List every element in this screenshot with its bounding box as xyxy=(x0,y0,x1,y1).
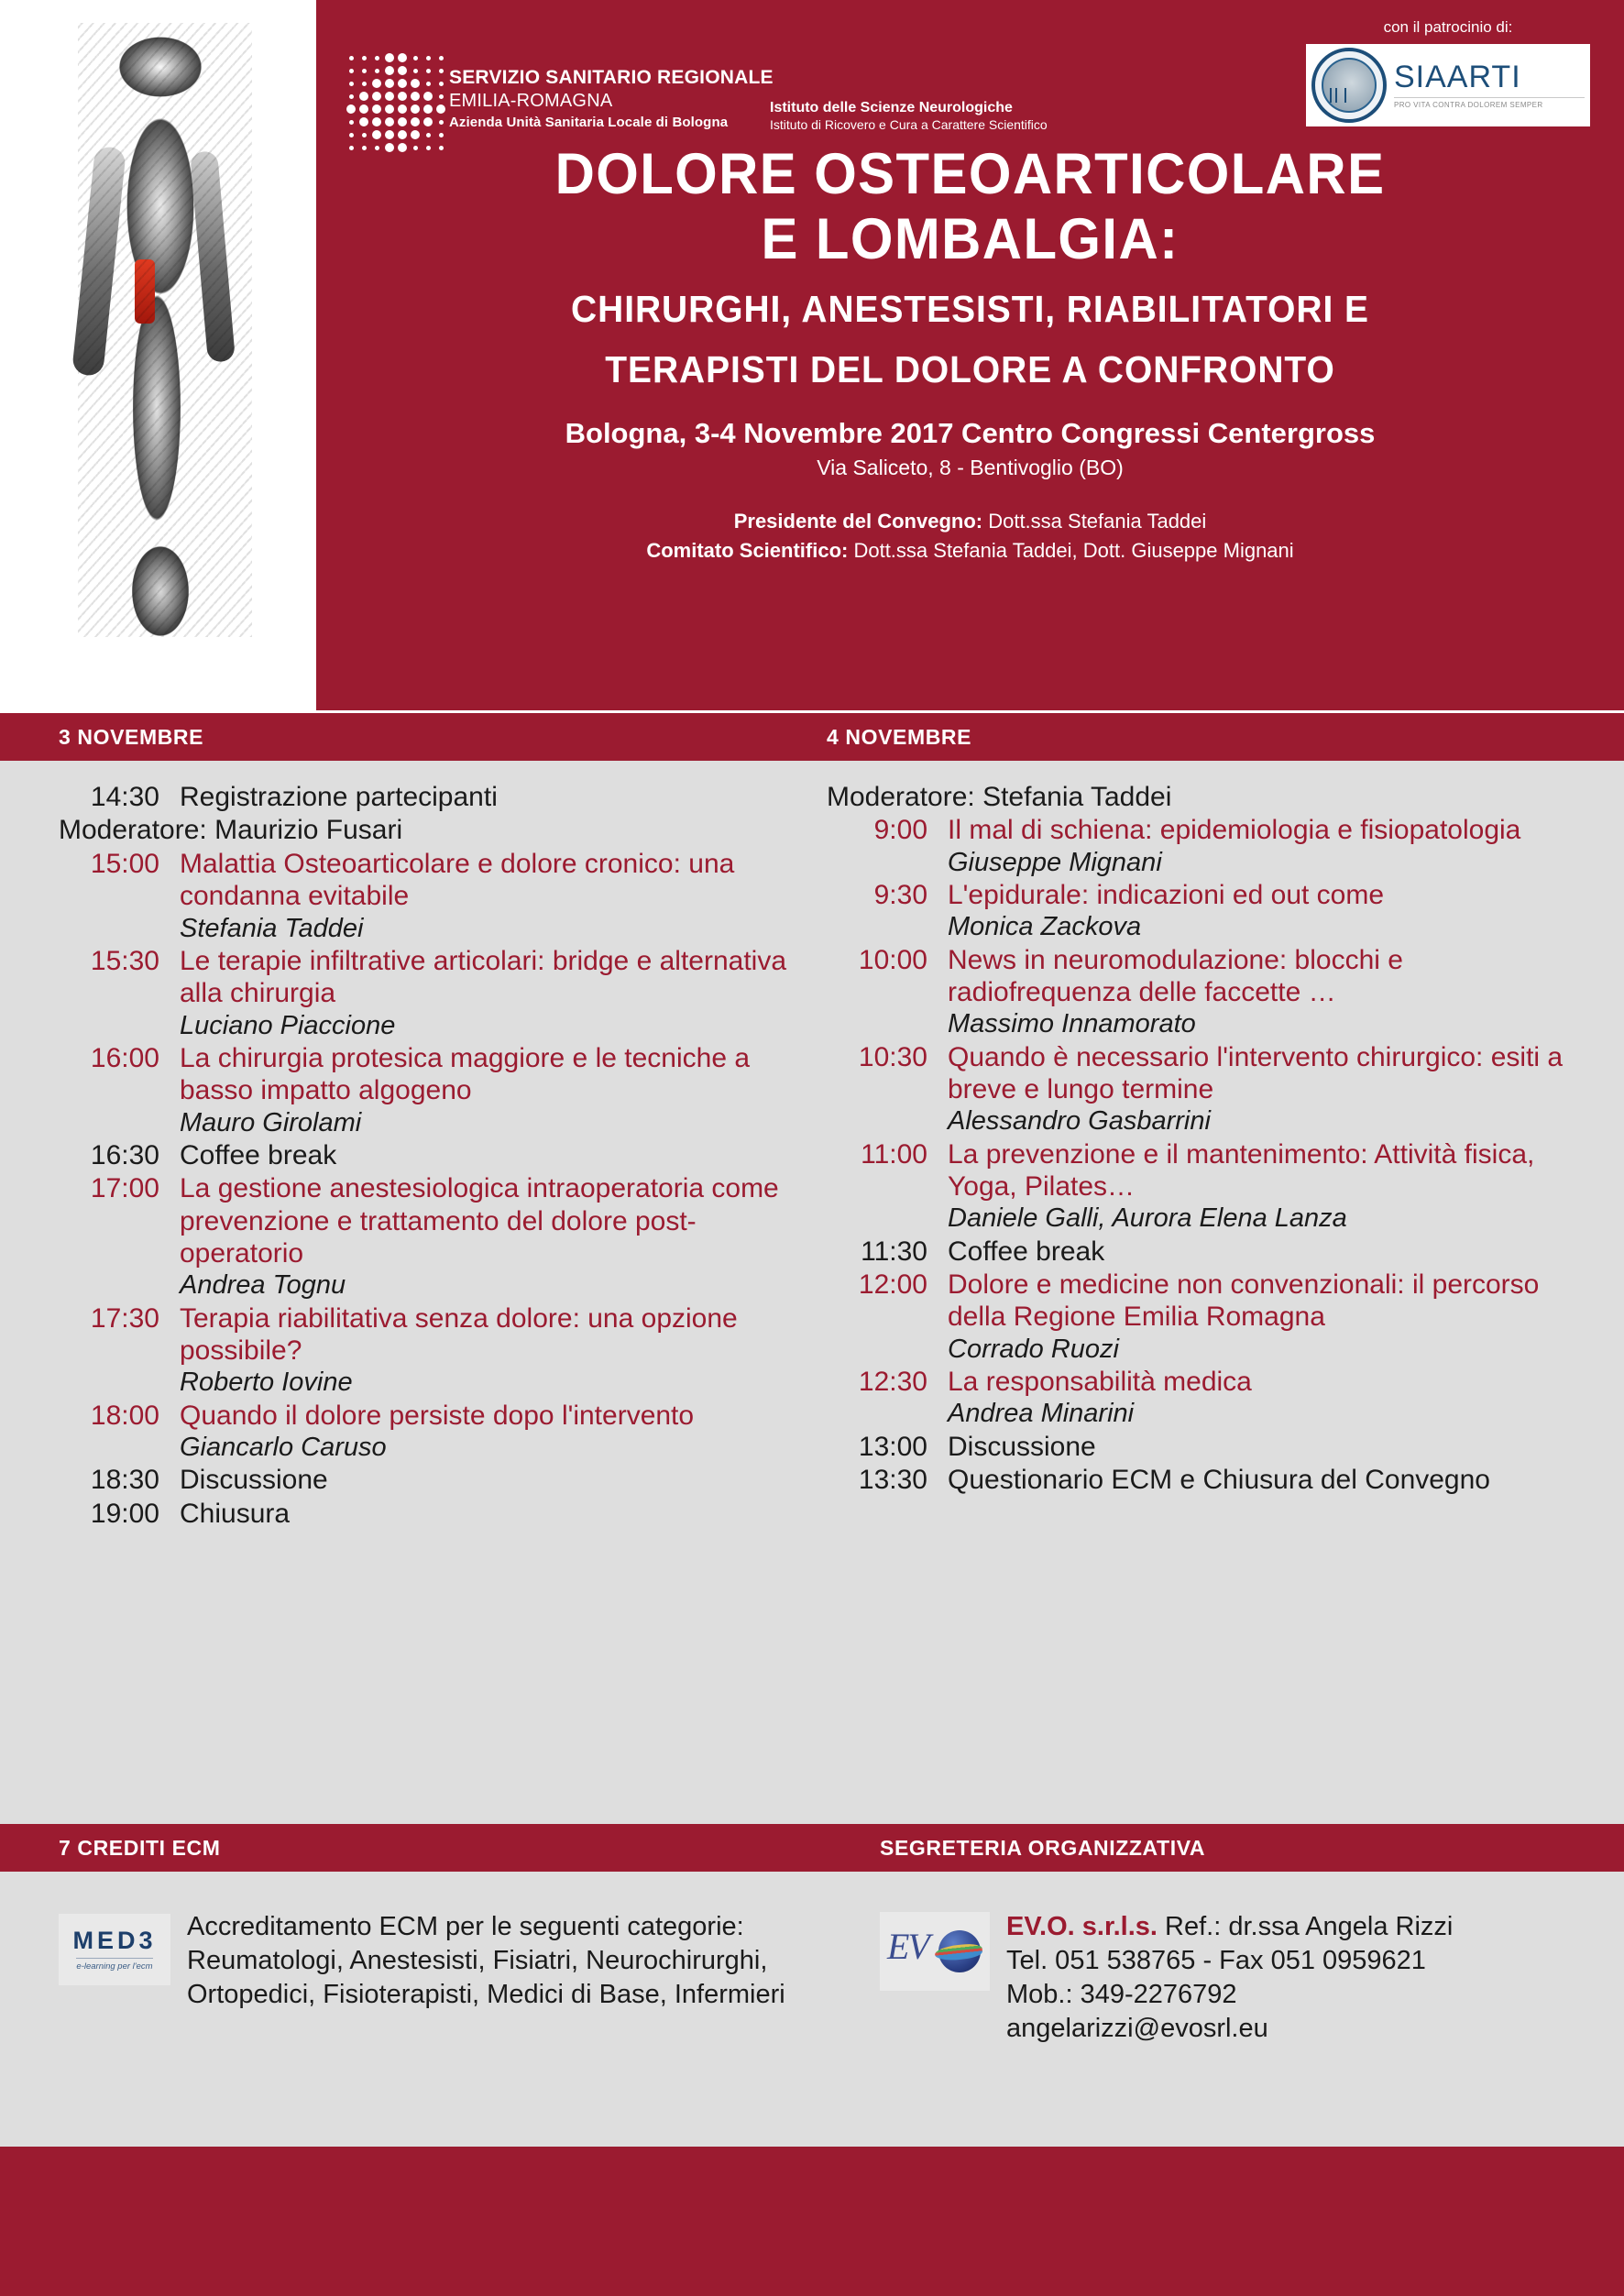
program-body xyxy=(948,1464,1578,1496)
irccs-line-1: Istituto delle Scienze Neurologiche xyxy=(770,100,1013,115)
irccs-institute-block xyxy=(770,99,1048,134)
program-time: 15:30 xyxy=(90,945,159,976)
program-row xyxy=(827,879,1578,943)
program-row xyxy=(59,945,792,1041)
program-speaker: Roberto Iovine xyxy=(180,1368,353,1398)
program-speaker: Andrea Tognu xyxy=(180,1270,346,1301)
irccs-line-2: Istituto di Ricovero e Cura a Carattere Scientifico xyxy=(770,117,1048,133)
credits-header xyxy=(59,1824,220,1872)
rer-line-3: Azienda Unità Sanitaria Locale di Bologna xyxy=(449,115,729,130)
program-row xyxy=(59,1172,792,1301)
day1-column xyxy=(59,781,792,1531)
evo-phone: Tel. 051 538765 - Fax 051 0959621 xyxy=(1006,1946,1426,1976)
program-row xyxy=(827,1431,1578,1463)
program-body xyxy=(180,781,792,813)
siaarti-name: SIAARTI xyxy=(1394,60,1521,95)
program-time: 9:30 xyxy=(873,880,927,910)
poster-footer xyxy=(0,1872,1624,2147)
program-body xyxy=(180,1464,792,1496)
program-speaker: Giancarlo Caruso xyxy=(180,1432,387,1462)
program-body xyxy=(180,1172,792,1301)
evo-logo xyxy=(880,1912,990,1991)
venue-address: Via Saliceto, 8 - Bentivoglio (BO) xyxy=(817,456,1124,480)
program-speaker: Monica Zackova xyxy=(948,912,1142,942)
program-speaker: Daniele Galli, Aurora Elena Lanza xyxy=(948,1203,1347,1234)
program-body xyxy=(948,1236,1578,1268)
siaarti-logo xyxy=(1306,44,1590,126)
patronage-label: con il patrocinio di: xyxy=(1383,18,1513,36)
program-time: 16:30 xyxy=(90,1139,159,1170)
program-topic: Le terapie infiltrative articolari: bridge e alternativa alla chirurgia xyxy=(180,945,787,1009)
program-time: 13:30 xyxy=(858,1465,927,1495)
program-body xyxy=(180,1498,792,1530)
siaarti-motto: PRO VITA CONTRA DOLOREM SEMPER xyxy=(1394,97,1585,109)
program-topic: Quando è necessario l'intervento chirurgico: esiti a breve e lungo termine xyxy=(948,1041,1564,1104)
med3-tagline: e-learning per l'ecm xyxy=(76,1958,152,1972)
evo-email[interactable]: angelarizzi@evosrl.eu xyxy=(1006,2014,1268,2044)
program-row xyxy=(59,1302,792,1399)
day1-header-label: 3 NOVEMBRE xyxy=(59,724,204,749)
president-label: Presidente del Convegno: xyxy=(733,509,983,533)
program-row xyxy=(59,848,792,944)
footer-header-band xyxy=(0,1824,1624,1872)
date-and-venue: Bologna, 3-4 Novembre 2017 Centro Congressi Centergross xyxy=(565,417,1376,450)
program-topic: Coffee break xyxy=(948,1236,1105,1267)
program-row xyxy=(827,1269,1578,1365)
program-time: 12:30 xyxy=(858,1367,927,1397)
program-time: 10:30 xyxy=(858,1041,927,1072)
program-time: 11:00 xyxy=(861,1138,927,1170)
emilia-romagna-logo-icon xyxy=(346,53,445,152)
program-body xyxy=(180,1400,792,1464)
program-topic: Chiusura xyxy=(180,1498,291,1529)
program-topic: Dolore e medicine non convenzionali: il percorso della Regione Emilia Romagna xyxy=(948,1269,1540,1333)
program-row xyxy=(827,814,1578,878)
program-topic: Registrazione partecipanti xyxy=(180,782,498,812)
program-body xyxy=(948,1269,1578,1365)
subtitle-line-1: CHIRURGHI, ANESTESISTI, RIABILITATORI E xyxy=(571,288,1369,331)
program-body xyxy=(948,1138,1578,1235)
bottom-red-bar xyxy=(0,2147,1624,2296)
secretariat-header xyxy=(880,1824,1205,1872)
program-row xyxy=(59,1400,792,1464)
president-row xyxy=(316,507,1624,536)
program-topic: La gestione anestesiologica intraoperatoria come prevenzione e trattamento del dolore post-operatorio xyxy=(180,1173,779,1269)
page-title-line-2: E LOMBALGIA: xyxy=(761,206,1180,271)
siaarti-wordmark xyxy=(1394,61,1585,109)
program-time: 10:00 xyxy=(858,944,927,975)
program-day-header-band xyxy=(0,713,1624,761)
program-topic: Terapia riabilitativa senza dolore: una opzione possibile? xyxy=(180,1302,738,1366)
program-topic: La prevenzione e il mantenimento: Attività fisica, Yoga, Pilates… xyxy=(948,1138,1535,1202)
program-topic: Discussione xyxy=(180,1465,328,1496)
program-topic: Coffee break xyxy=(180,1139,337,1170)
program-body xyxy=(180,1139,792,1171)
program-body xyxy=(180,945,792,1041)
patronage-block xyxy=(1306,18,1590,126)
program-time: 18:00 xyxy=(90,1400,159,1431)
program-speaker: Mauro Girolami xyxy=(180,1107,362,1137)
evo-company-name: EV.O. s.r.l.s. xyxy=(1006,1912,1158,1941)
statue-texture-overlay xyxy=(78,23,252,637)
day1-header xyxy=(59,713,203,761)
program-time: 14:30 xyxy=(90,782,159,812)
moderator-line: Moderatore: Stefania Taddei xyxy=(827,782,1172,812)
program-time: 16:00 xyxy=(90,1042,159,1073)
program-body xyxy=(948,1041,1578,1137)
secretariat-contacts xyxy=(1006,1910,1453,2046)
program-topic: Quando il dolore persiste dopo l'intervento xyxy=(180,1400,695,1431)
program-speaker: Corrado Ruozi xyxy=(948,1334,1119,1364)
day2-header xyxy=(827,713,971,761)
program-row xyxy=(827,1041,1578,1137)
program-topic: Malattia Osteoarticolare e dolore cronico: una condanna evitabile xyxy=(180,848,735,912)
program-body xyxy=(948,944,1578,1040)
program-time: 17:00 xyxy=(90,1173,159,1204)
program-time: 12:00 xyxy=(858,1269,927,1300)
poster-header xyxy=(0,0,1624,710)
health-service-wordmark xyxy=(449,66,774,132)
secretariat-block xyxy=(880,1910,1604,2046)
program-row xyxy=(59,1498,792,1530)
program-time: 17:30 xyxy=(90,1302,159,1334)
evo-name-row xyxy=(1006,1910,1453,1944)
accreditation-text: Accreditamento ECM per le seguenti categorie: Reumatologi, Anestesisti, Fisiatri, Neurochirurghi, Ortopedici, Fisioterapisti, Medici di Base, Infermieri xyxy=(187,1912,785,2010)
program-body xyxy=(948,879,1578,943)
program-time: 13:00 xyxy=(858,1431,927,1462)
program-row xyxy=(827,1138,1578,1235)
program-row xyxy=(827,944,1578,1040)
program-topic: La chirurgia protesica maggiore e le tecniche a basso impatto algogeno xyxy=(180,1042,751,1106)
program-body xyxy=(948,814,1578,878)
logo-dot-grid xyxy=(346,53,445,152)
program-time: 18:30 xyxy=(90,1465,159,1496)
evo-monogram: EV xyxy=(887,1926,928,1967)
accreditation-block xyxy=(59,1910,810,2012)
committee-value: Dott.ssa Stefania Taddei, Dott. Giuseppe Mignani xyxy=(848,538,1294,562)
program-topic: News in neuromodulazione: blocchi e radiofrequenza delle faccette … xyxy=(948,944,1403,1007)
page-title-line-1: DOLORE OSTEOARTICOLARE xyxy=(554,142,1386,206)
committee-row xyxy=(316,536,1624,566)
program-topic: Il mal di schiena: epidemiologia e fisiopatologia xyxy=(948,815,1521,846)
program-speaker: Andrea Minarini xyxy=(948,1399,1135,1429)
evo-reference: Ref.: dr.ssa Angela Rizzi xyxy=(1157,1912,1454,1941)
program-body xyxy=(180,1302,792,1399)
program-time: 15:00 xyxy=(90,848,159,879)
program-row xyxy=(827,1366,1578,1430)
program-time: 9:00 xyxy=(873,815,927,846)
credits-header-label: 7 CREDITI ECM xyxy=(59,1835,221,1860)
med3-wordmark: MED3 xyxy=(72,1926,157,1954)
metal-statue-illustration xyxy=(78,23,252,637)
program-row xyxy=(59,1464,792,1496)
program-section xyxy=(0,761,1624,1824)
program-body xyxy=(180,1042,792,1138)
program-speaker: Alessandro Gasbarrini xyxy=(948,1106,1211,1137)
committee-label: Comitato Scientifico: xyxy=(646,538,849,562)
program-speaker: Massimo Innamorato xyxy=(948,1009,1196,1039)
chair-info xyxy=(316,507,1624,566)
rer-line-2: EMILIA-ROMAGNA xyxy=(449,90,613,111)
program-topic: La responsabilità medica xyxy=(948,1367,1252,1397)
day2-header-label: 4 NOVEMBRE xyxy=(827,724,972,749)
program-body xyxy=(948,1366,1578,1430)
program-speaker: Stefania Taddei xyxy=(180,913,364,943)
program-topic: L'epidurale: indicazioni ed out come xyxy=(948,880,1385,910)
rer-line-1: SERVIZIO SANITARIO REGIONALE xyxy=(449,67,774,88)
program-row xyxy=(59,781,792,813)
program-row xyxy=(59,1139,792,1171)
president-value: Dott.ssa Stefania Taddei xyxy=(982,509,1207,533)
moderator-line: Moderatore: Maurizio Fusari xyxy=(59,815,403,846)
secretariat-header-label: SEGRETERIA ORGANIZZATIVA xyxy=(880,1835,1206,1860)
subtitle-line-2: TERAPISTI DEL DOLORE A CONFRONTO xyxy=(605,348,1335,391)
program-time: 19:00 xyxy=(90,1498,159,1529)
program-topic: Questionario ECM e Chiusura del Convegno xyxy=(948,1465,1490,1495)
title-block xyxy=(316,142,1624,566)
program-row xyxy=(59,1042,792,1138)
program-body xyxy=(180,848,792,944)
program-speaker: Luciano Piaccione xyxy=(180,1010,396,1040)
program-row xyxy=(827,1236,1578,1268)
day2-column xyxy=(827,781,1578,1497)
siaarti-seal-icon xyxy=(1311,48,1387,123)
evo-mobile: Mob.: 349-2276792 xyxy=(1006,1980,1237,2010)
med3-logo xyxy=(59,1914,170,1985)
program-row xyxy=(827,1464,1578,1496)
program-topic: Discussione xyxy=(948,1431,1096,1462)
program-speaker: Giuseppe Mignani xyxy=(948,847,1162,877)
program-time: 11:30 xyxy=(861,1236,927,1267)
program-body xyxy=(948,1431,1578,1463)
